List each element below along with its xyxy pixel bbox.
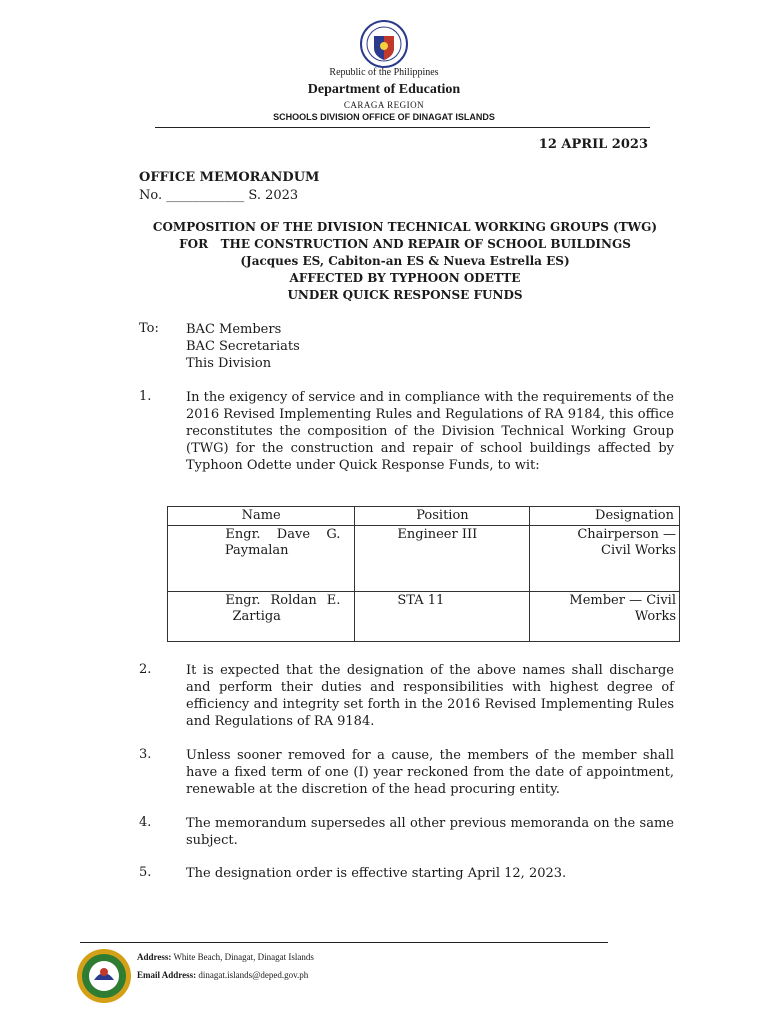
paragraph-number: 5. (139, 865, 152, 880)
column-header-name: Name (168, 507, 355, 526)
position-cell: STA 11 (355, 592, 530, 642)
subject-line: FOR THE CONSTRUCTION AND REPAIR OF SCHOOL BUILDINGS (179, 237, 631, 251)
paragraph-number: 3. (139, 747, 152, 762)
header-divider (155, 127, 650, 128)
paragraph-text: The designation order is effective starting April 12, 2023. (186, 866, 567, 881)
address-label: Address: (137, 952, 172, 962)
column-header-position: Position (355, 507, 530, 526)
to-label: To: (139, 321, 159, 336)
table-row (168, 592, 680, 642)
footer-address (137, 952, 314, 962)
position-cell: Engineer III (355, 526, 530, 592)
footer-email (137, 970, 308, 980)
name-line: Zartiga (232, 609, 281, 624)
paragraph-number: 4. (139, 815, 152, 830)
name-cell (168, 592, 355, 642)
paragraph-text: It is expected that the designation of the above names shall discharge and perform their duties and responsibilities with highest degree of efficiency and integrity set forth in the 2016 Revised Implementing Rules and Regulations of RA 9184. (186, 663, 674, 729)
region-text: CARAGA REGION (343, 100, 425, 110)
recipient: BAC Members (186, 322, 282, 337)
paragraph-number: 2. (139, 662, 152, 677)
subject-line: (Jacques ES, Cabiton-an ES & Nueva Estrella ES) (240, 254, 570, 268)
name-line: Engr. Dave G. (225, 527, 341, 542)
recipient: BAC Secretariats (186, 339, 300, 354)
name-line: Engr. Roldan E. (225, 593, 341, 608)
division-logo-icon (76, 948, 132, 1004)
recipient: This Division (186, 356, 272, 371)
department-title: Department of Education (307, 82, 461, 97)
memo-subject (130, 219, 680, 304)
office-text: SCHOOLS DIVISION OFFICE OF DINAGAT ISLANDS (273, 112, 495, 122)
paragraph-text: The memorandum supersedes all other previous memoranda on the same subject. (186, 816, 674, 848)
subject-line: COMPOSITION OF THE DIVISION TECHNICAL WORKING GROUPS (TWG) (152, 220, 658, 234)
recipient-list (186, 321, 300, 372)
subject-line: AFFECTED BY TYPHOON ODETTE (289, 271, 521, 285)
deped-seal-icon (360, 20, 408, 68)
paragraph-text: Unless sooner removed for a cause, the members of the member shall have a fixed term of one (I) year reckoned from the date of appointment, renewable at the discretion of the head procuring entity. (186, 748, 674, 797)
memo-date: 12 APRIL 2023 (538, 137, 648, 152)
email-label: Email Address: (137, 970, 197, 980)
designation-cell: Member — Civil Works (530, 592, 680, 642)
memo-number: No. ____________ S. 2023 (139, 188, 299, 203)
name-cell (168, 526, 355, 592)
republic-text: Republic of the Philippines (329, 67, 439, 78)
footer-divider (80, 942, 608, 943)
name-line: Paymalan (224, 543, 289, 558)
address-value: White Beach, Dinagat, Dinagat Islands (173, 952, 314, 962)
twg-table (167, 506, 680, 642)
column-header-designation: Designation (530, 507, 680, 526)
paragraph-number: 1. (139, 389, 152, 404)
table-row (168, 526, 680, 592)
subject-line: UNDER QUICK RESPONSE FUNDS (287, 288, 523, 302)
memo-title: OFFICE MEMORANDUM (139, 170, 320, 185)
paragraph-text: In the exigency of service and in compliance with the requirements of the 2016 Revised Implementing Rules and Regulations of RA 9184, this office reconstitutes the composition of the Division Technical Working Group (TWG) for the construction and repair of school buildings affected by Typhoon Odette under Quick Response Funds, to wit: (186, 390, 674, 473)
table-header-row (168, 507, 680, 526)
designation-cell: Chairperson — Civil Works (530, 526, 680, 592)
email-value: dinagat.islands@deped.gov.ph (198, 970, 309, 980)
